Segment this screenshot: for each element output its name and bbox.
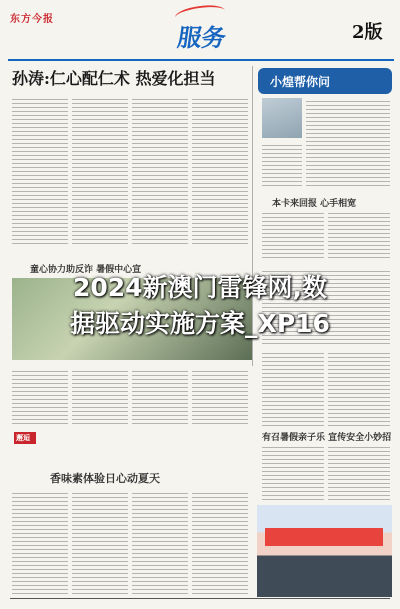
section-heading-right: 本卡来回报 心手相宽 bbox=[272, 199, 357, 209]
watermark-overlay bbox=[0, 270, 400, 342]
watermark-line-1: 2024新澳门雷锋网,数 bbox=[72, 273, 328, 302]
article-column bbox=[72, 490, 128, 594]
article-headline: 孙涛:仁心配仁术 热爱化担当 bbox=[12, 69, 216, 88]
page-number: 2版 bbox=[352, 22, 383, 43]
article-column bbox=[192, 368, 248, 424]
article-column bbox=[12, 96, 68, 246]
masthead-rule bbox=[8, 59, 394, 61]
article-column bbox=[328, 210, 390, 260]
section-title: 服务 bbox=[175, 23, 228, 52]
masthead bbox=[0, 0, 400, 60]
children-photo bbox=[257, 505, 392, 597]
article-column bbox=[262, 350, 324, 426]
article-column bbox=[192, 490, 248, 594]
sidebox-title: 小煌帮你问 bbox=[270, 75, 331, 89]
sidebox-text bbox=[262, 142, 302, 188]
article-column bbox=[262, 210, 324, 260]
event-banner bbox=[265, 528, 383, 546]
article-column bbox=[12, 368, 68, 424]
article-column bbox=[12, 490, 68, 594]
newspaper-logo: 东方今报 bbox=[10, 14, 54, 25]
article-column bbox=[132, 490, 188, 594]
article-column bbox=[72, 96, 128, 246]
article-column bbox=[328, 350, 390, 426]
section-heading-bottom: 香味素体验日心动夏天 bbox=[50, 472, 160, 485]
section-tag-label: 邂逅 bbox=[16, 433, 30, 442]
watermark-line-2: 据驱动实施方案_XP16 bbox=[70, 309, 330, 338]
footer-rule bbox=[10, 598, 390, 599]
section-heading-mid: 童心协力助反诈 暑假中心宣 bbox=[30, 265, 142, 275]
sidebox-text bbox=[306, 98, 390, 188]
article-column bbox=[262, 444, 324, 500]
article-column bbox=[192, 96, 248, 246]
portrait-photo bbox=[262, 98, 302, 138]
article-column bbox=[132, 368, 188, 424]
article-column bbox=[72, 368, 128, 424]
article-column bbox=[328, 444, 390, 500]
article-column bbox=[132, 96, 188, 246]
section-heading-right-lower: 有召暑假亲子乐 宣传安全小妙招 bbox=[262, 433, 392, 443]
